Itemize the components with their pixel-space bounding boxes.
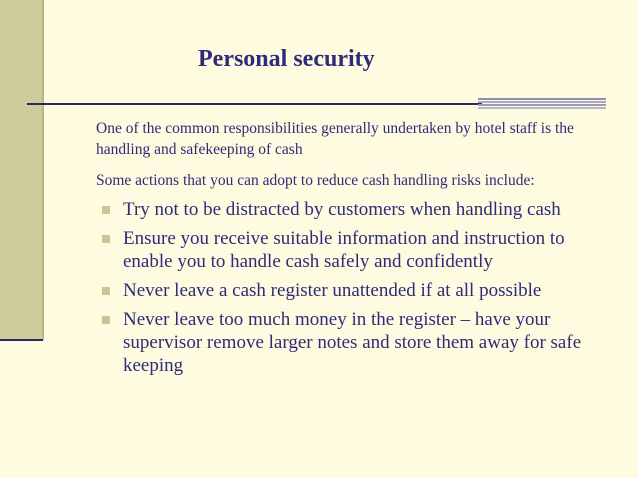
left-bar-underline: [0, 339, 43, 341]
square-bullet-icon: [102, 316, 110, 324]
slide-title: Personal security: [198, 46, 375, 72]
square-bullet-icon: [102, 287, 110, 295]
square-bullet-icon: [102, 206, 110, 214]
list-item: [102, 198, 602, 221]
list-item-text: Try not to be distracted by customers when handling cash: [123, 199, 561, 220]
list-item-text: Ensure you receive suitable information and instruction to enable you to handle cash safely and confidently: [123, 228, 565, 272]
list-item: [102, 227, 602, 273]
title-divider: [27, 103, 482, 105]
list-item: [102, 308, 602, 377]
list-item-text: Never leave a cash register unattended if at all possible: [123, 280, 542, 301]
title-divider-stripes: [478, 98, 606, 110]
lead-in-paragraph: Some actions that you can adopt to reduce cash handling risks include:: [96, 172, 535, 189]
intro-paragraph: One of the common responsibilities generally undertaken by hotel staff is the handling and safekeeping of cash: [96, 120, 574, 158]
list-item: [102, 279, 602, 302]
list-item-text: Never leave too much money in the register – have your supervisor remove larger notes and store them away for safe keeping: [123, 309, 582, 376]
bullet-list: [102, 198, 602, 383]
left-bar-edge: [42, 0, 44, 340]
left-decorative-bar: [0, 0, 42, 340]
square-bullet-icon: [102, 235, 110, 243]
